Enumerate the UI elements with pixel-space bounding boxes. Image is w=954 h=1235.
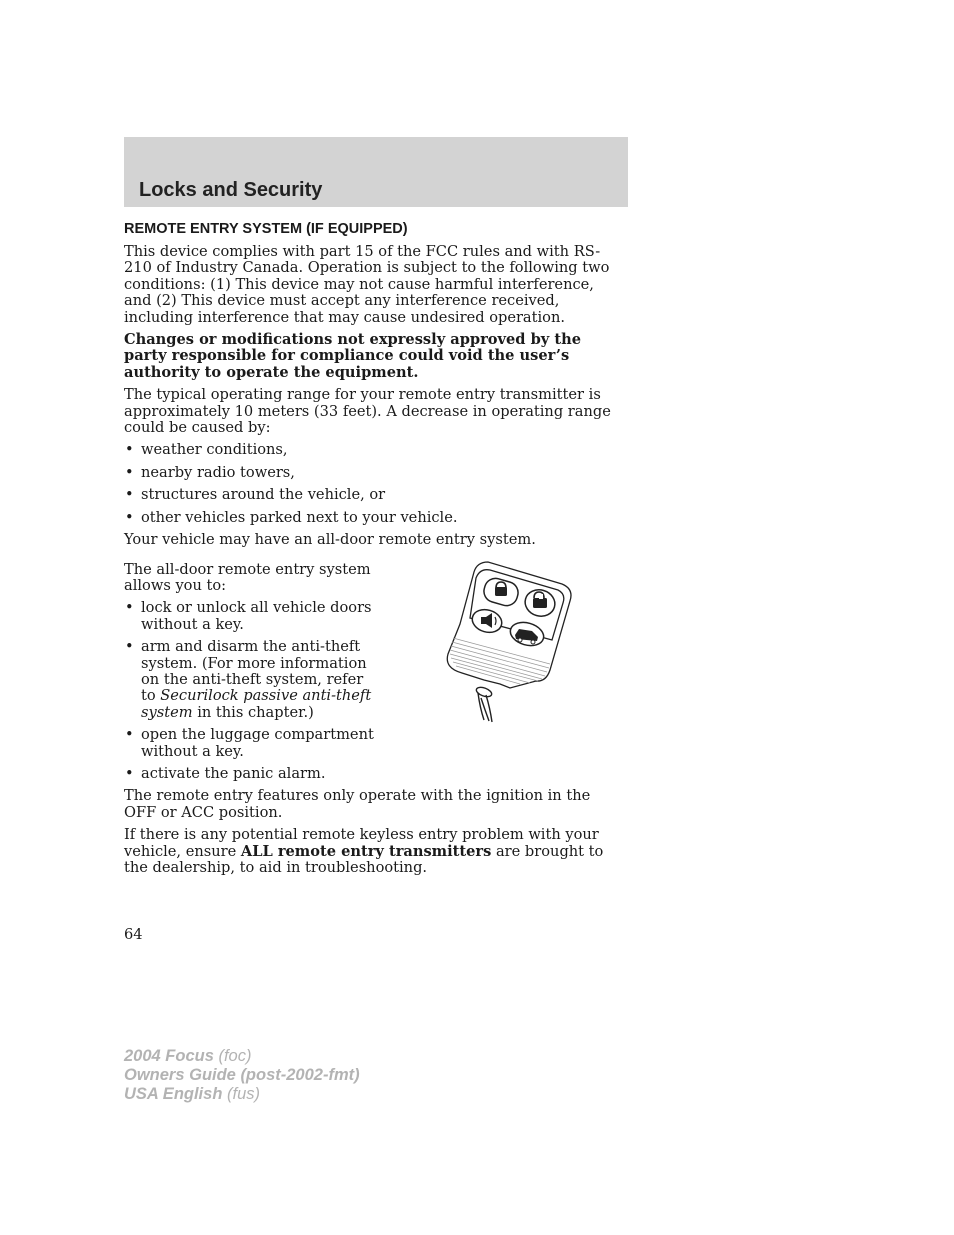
range-paragraph: The typical operating range for your remote entry transmitter is approximately 10 meters (33 feet). A decrease in operating range could be caused by: bbox=[124, 386, 611, 437]
bullet: • bbox=[125, 726, 134, 744]
bullet: • bbox=[125, 508, 134, 526]
page-number: 64 bbox=[124, 926, 143, 943]
bullet: • bbox=[125, 463, 134, 481]
bullet: • bbox=[125, 486, 134, 504]
list-item: • arm and disarm the anti-theft system. (For more information on the anti-theft system, refer to Securilock passive anti-theft system in this chapter.) bbox=[125, 638, 372, 721]
features-list bbox=[124, 600, 380, 782]
bullet: • bbox=[125, 638, 134, 656]
allows-intro: The all-door remote entry system allows you to: bbox=[124, 560, 371, 594]
sub-heading: REMOTE ENTRY SYSTEM (IF EQUIPPED) bbox=[124, 221, 408, 237]
list-item: • nearby radio towers, bbox=[125, 463, 295, 481]
list-item: • lock or unlock all vehicle doors without a key. bbox=[125, 599, 372, 633]
list-item: • structures around the vehicle, or bbox=[125, 486, 386, 504]
footer-line: Owners Guide (post-2002-fmt) bbox=[124, 1066, 360, 1084]
footer-line: USA English (fus) bbox=[124, 1085, 260, 1103]
section-title: Locks and Security bbox=[139, 179, 323, 201]
list-item: • open the luggage compartment without a key. bbox=[125, 726, 374, 760]
page-content bbox=[124, 220, 624, 882]
ignition-paragraph: The remote entry features only operate with the ignition in the OFF or ACC position. bbox=[124, 787, 591, 821]
list-item: • other vehicles parked next to your vehicle. bbox=[125, 508, 458, 526]
bullet: • bbox=[125, 599, 134, 617]
fcc-paragraph: This device complies with part 15 of the FCC rules and with RS-210 of Industry Canada. Operation is subject to the following two conditions: (1) This device may not cause harmful interference, and (2) This device must accept any interference received, including interference that may cause undesired operation. bbox=[124, 243, 610, 326]
key-ring bbox=[475, 686, 493, 722]
key-fob-illustration bbox=[440, 558, 576, 724]
warning-paragraph: Changes or modifications not expressly approved by the party responsible for compliance could void the user’s authority to operate the equipment. bbox=[124, 331, 581, 381]
range-causes-list bbox=[124, 442, 624, 526]
problem-paragraph: If there is any potential remote keyless entry problem with your vehicle, ensure ALL remote entry transmitters are brought to the dealership, to aid in troubleshooting. bbox=[124, 826, 604, 876]
bullet: • bbox=[125, 764, 134, 782]
document-footer bbox=[124, 1047, 360, 1104]
bullet: • bbox=[125, 441, 134, 459]
footer-line: 2004 Focus (foc) bbox=[124, 1047, 252, 1065]
list-item: • activate the panic alarm. bbox=[125, 764, 326, 782]
cross-reference: Securilock passive anti-theft system bbox=[141, 687, 372, 721]
list-item: • weather conditions, bbox=[125, 441, 288, 459]
all-door-note: Your vehicle may have an all-door remote entry system. bbox=[124, 531, 536, 549]
